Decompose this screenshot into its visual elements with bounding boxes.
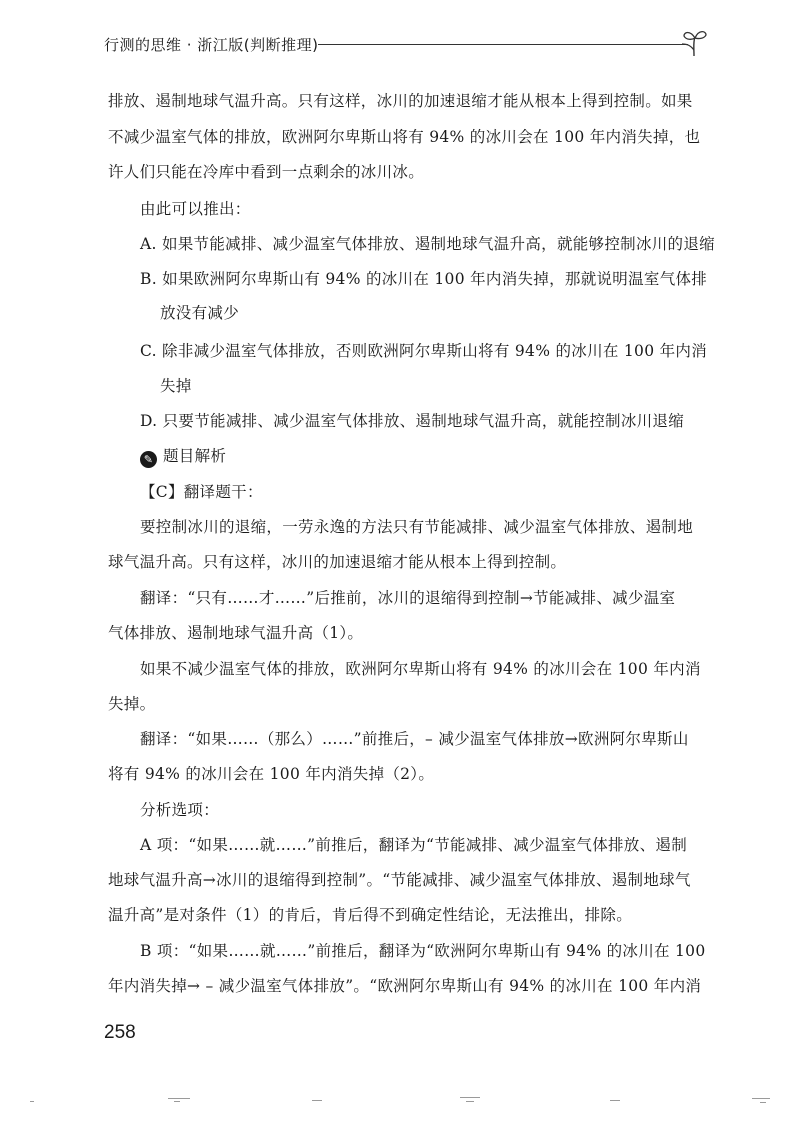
section-title: 题目解析 [163, 447, 227, 465]
scan-specks [0, 1092, 800, 1112]
text-line: 不减少温室气体的排放，欧洲阿尔卑斯山将有 94% 的冰川会在 100 年内消失掉，也 [108, 128, 701, 146]
text-line: 排放、遏制地球气温升高。只有这样，冰川的加速退缩才能从根本上得到控制。如果 [108, 92, 693, 110]
text-line: 要控制冰川的退缩，一劳永逸的方法只有节能减排、减少温室气体排放、遏制地 [140, 518, 694, 536]
text-line: 分析选项： [140, 801, 220, 819]
option-a: A. 如果节能减排、减少温室气体排放、遏制地球气温升高，就能够控制冰川的退缩 [140, 235, 715, 253]
text-line: 温升高”是对条件（1）的肯后，肯后得不到确定性结论，无法推出，排除。 [108, 906, 632, 924]
pen-nib-icon: ✎ [140, 451, 157, 468]
text-line: 地球气温升高→冰川的退缩得到控制”。“节能减排、减少温室气体排放、遏制地球气 [108, 871, 691, 889]
option-c-cont: 失掉 [160, 377, 192, 395]
text-line: 翻译：“如果……（那么）……”前推后，– 减少温室气体排放→欧洲阿尔卑斯山 [140, 730, 689, 748]
text-line: 球气温升高。只有这样，冰川的加速退缩才能从根本上得到控制。 [108, 553, 567, 571]
question-prompt: 由此可以推出： [140, 200, 251, 218]
page-number: 258 [104, 1022, 136, 1043]
text-line: 如果不减少温室气体的排放，欧洲阿尔卑斯山将有 94% 的冰川会在 100 年内消 [140, 660, 701, 678]
option-c: C. 除非减少温室气体排放，否则欧洲阿尔卑斯山将有 94% 的冰川在 100 年内消 [140, 342, 708, 360]
text-line: A 项：“如果……就……”前推后，翻译为“节能减排、减少温室气体排放、遏制 [140, 836, 687, 854]
section-heading [140, 445, 226, 468]
text-line: 年内消失掉→ – 减少温室气体排放”。“欧洲阿尔卑斯山有 94% 的冰川在 100 年内消 [108, 977, 702, 995]
text-line: 失掉。 [108, 695, 156, 713]
option-b-cont: 放没有减少 [160, 304, 240, 322]
header-title: 行测的思维 · 浙江版(判断推理) [104, 36, 319, 54]
text-line: 将有 94% 的冰川会在 100 年内消失掉（2）。 [108, 765, 435, 783]
text-line: 许人们只能在冷库中看到一点剩余的冰川冰。 [108, 163, 425, 181]
text-line: 翻译：“只有……才……”后推前，冰川的退缩得到控制→节能减排、减少温室 [140, 589, 676, 607]
option-b: B. 如果欧洲阿尔卑斯山有 94% 的冰川在 100 年内消失掉，那就说明温室气体排 [140, 270, 708, 288]
text-line: 气体排放、遏制地球气温升高（1）。 [108, 624, 364, 642]
option-d: D. 只要节能减排、减少温室气体排放、遏制地球气温升高，就能控制冰川退缩 [140, 412, 685, 430]
answer-line: 【C】翻译题干： [140, 483, 263, 501]
sprout-icon [682, 28, 708, 58]
running-header [104, 28, 704, 58]
text-line: B 项：“如果……就……”前推后，翻译为“欧洲阿尔卑斯山有 94% 的冰川在 100 [140, 942, 706, 960]
header-rule [318, 44, 688, 45]
